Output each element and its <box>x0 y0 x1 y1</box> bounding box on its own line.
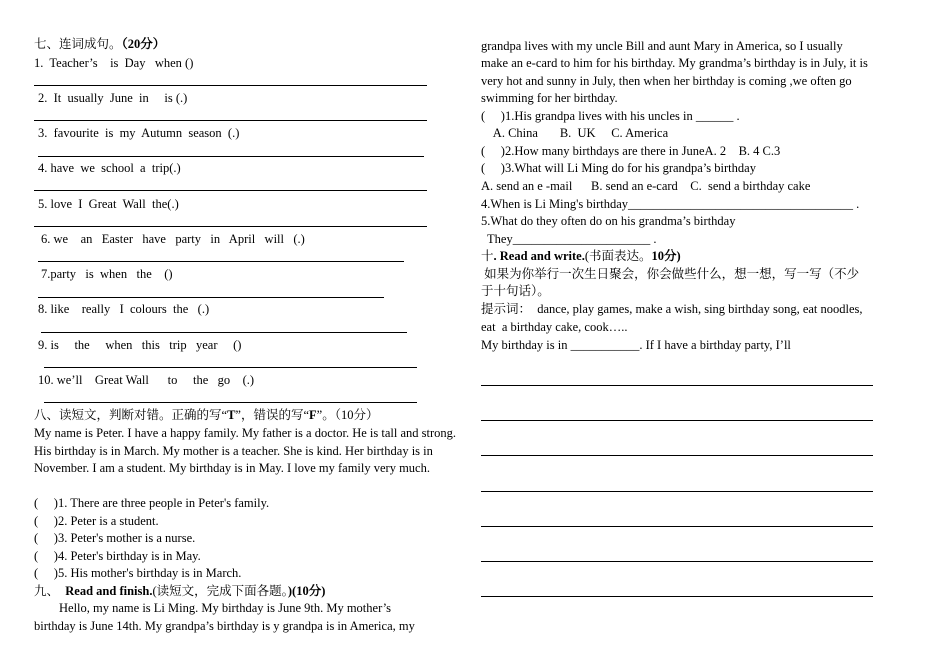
s9-question-5-answer: They______________________ . <box>481 232 657 246</box>
s7-item-4: 4. have we school a trip(.) <box>38 161 181 175</box>
section-9-heading: 九、 Read and finish.(读短文，完成下面各题。)(10分) <box>34 584 326 598</box>
s7-item-9: 9. is the when this trip year () <box>38 338 242 352</box>
s9-passage-line-5: very hot and sunny in July, then when her birthday is coming ,we often go <box>481 74 852 88</box>
s7-item-2: 2. It usually June in is (.) <box>38 91 188 105</box>
s9-question-3: ( )3.What will Li Ming do for his grandpa’s birthday <box>481 161 756 175</box>
s9-passage-line-3: grandpa lives with my uncle Bill and aunt Mary in America, so I usually <box>481 39 843 53</box>
writing-line[interactable] <box>481 561 873 562</box>
answer-line[interactable] <box>34 190 427 191</box>
s8-question-3: ( )3. Peter's mother is a nurse. <box>34 531 196 545</box>
s7-item-5: 5. love I Great Wall the(.) <box>38 197 179 211</box>
s9-question-4: 4.When is Li Ming's birthday____________________________________ . <box>481 197 860 211</box>
s9-question-3-options: A. send an e -mail B. send an e-card C. send a birthday cake <box>481 179 811 193</box>
writing-line[interactable] <box>481 526 873 527</box>
section-8-heading: 八、读短文，判断对错。正确的写“T”，错误的写“F”。（10分） <box>34 408 379 422</box>
s7-item-7: 7.party is when the () <box>41 267 173 281</box>
answer-line[interactable] <box>44 367 417 368</box>
s9-passage-line-2: birthday is June 14th. My grandpa’s birthday is y grandpa is in America, my <box>34 619 415 633</box>
s10-writing-start: My birthday is in ___________. If I have a birthday party, I’ll <box>481 338 791 352</box>
writing-line[interactable] <box>481 596 873 597</box>
s8-question-4: ( )4. Peter's birthday is in May. <box>34 549 201 563</box>
writing-line[interactable] <box>481 455 873 456</box>
section-10-heading: 十. Read and write.(书面表达。10分) <box>481 249 681 263</box>
s7-item-3: 3. favourite is my Autumn season (.) <box>38 126 240 140</box>
s7-item-8: 8. like really I colours the (.) <box>38 302 210 316</box>
writing-line[interactable] <box>481 385 873 386</box>
s7-item-10: 10. we’ll Great Wall to the go (.) <box>38 373 255 387</box>
writing-line[interactable] <box>481 491 873 492</box>
answer-line[interactable] <box>41 332 407 333</box>
s9-passage-line-6: swimming for her birthday. <box>481 91 618 105</box>
answer-line[interactable] <box>38 261 404 262</box>
s8-question-1: ( )1. There are three people in Peter's family. <box>34 496 270 510</box>
answer-line[interactable] <box>38 297 384 298</box>
writing-line[interactable] <box>481 420 873 421</box>
s7-item-6: 6. we an Easter have party in April will (.) <box>41 232 305 246</box>
s7-item-1: 1. Teacher’s is Day when () <box>34 56 194 70</box>
answer-line[interactable] <box>34 120 427 121</box>
s9-passage-line-1: Hello, my name is Li Ming. My birthday is June 9th. My mother’s <box>34 601 392 615</box>
s10-hint-1: 提示词： dance, play games, make a wish, sing birthday song, eat noodles, <box>481 302 863 316</box>
s9-passage-line-4: make an e-card to him for his birthday. My grandma’s birthday is in July, it is <box>481 56 868 70</box>
s10-instruction-1: 如果为你举行一次生日聚会，你会做些什么，想一想，写一写（不少 <box>481 267 860 281</box>
answer-line[interactable] <box>44 402 417 403</box>
s8-passage: My name is Peter. I have a happy family. My father is a doctor. He is tall and strong. His birthday is in March. My mother is a teacher. She is kind. Her birthday is in November. I am a student. My birthday is in May. I love my family very much. <box>34 426 457 475</box>
section-7-heading: 七、连词成句。（20分） <box>34 37 166 51</box>
s9-question-1-options: A. China B. UK C. America <box>481 126 669 140</box>
answer-line[interactable] <box>34 226 427 227</box>
s9-question-1: ( )1.His grandpa lives with his uncles in ______ . <box>481 109 740 123</box>
answer-line[interactable] <box>38 156 424 157</box>
s10-instruction-2: 于十句话）。 <box>481 284 550 298</box>
s10-hint-2: eat a birthday cake, cook….. <box>481 320 628 334</box>
s8-question-2: ( )2. Peter is a student. <box>34 514 159 528</box>
s8-question-5: ( )5. His mother's birthday is in March. <box>34 566 242 580</box>
s9-question-5: 5.What do they often do on his grandma’s birthday <box>481 214 736 228</box>
answer-line[interactable] <box>34 85 427 86</box>
s9-question-2: ( )2.How many birthdays are there in JuneA. 2 B. 4 C.3 <box>481 144 781 158</box>
